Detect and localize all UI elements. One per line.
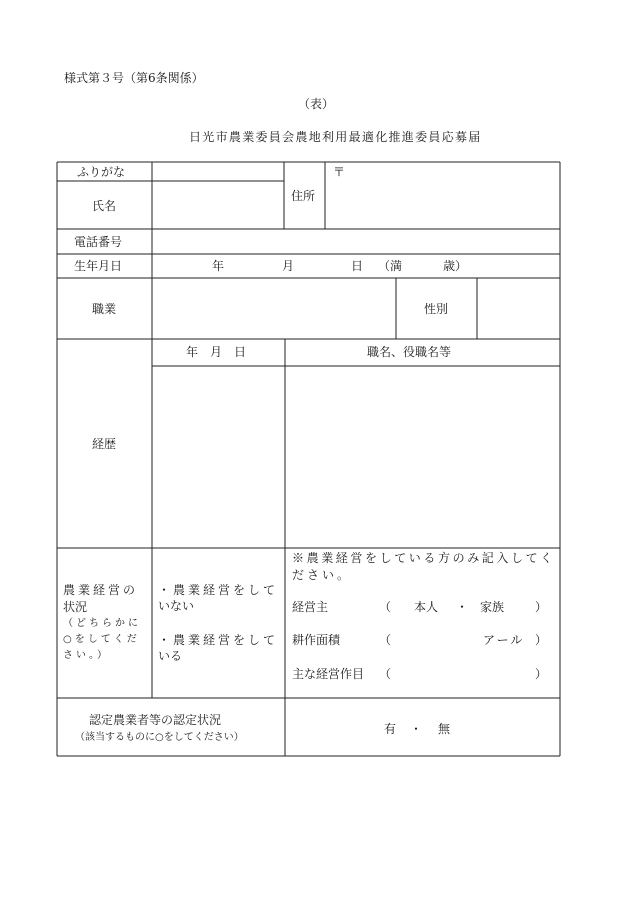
side-label: （表） (298, 97, 335, 111)
occupation-label: 職業 (92, 302, 117, 316)
manager-self-option[interactable]: 本人 (414, 600, 439, 614)
area-field[interactable] (392, 631, 472, 649)
certification-no-option[interactable]: 無 (438, 722, 451, 736)
manager-dot: ・ (456, 600, 469, 614)
manager-family-option[interactable]: 家族 (480, 600, 505, 614)
farming-note-a: ※農業経営をしている方のみ記入してく (292, 551, 555, 565)
address-label: 住所 (291, 189, 316, 203)
crop-close: ） (535, 667, 548, 681)
crop-open: （ (379, 667, 392, 681)
farming-option2-line1: ・農業経営をして (158, 633, 279, 647)
occupation-field[interactable] (153, 279, 395, 338)
farming-note-line1: （どちらかに (63, 618, 141, 629)
career-position-header: 職名、役職名等 (367, 345, 452, 359)
furigana-field[interactable] (153, 163, 283, 180)
area-label: 耕作面積 (292, 633, 341, 647)
farming-option2-line2: いる (158, 649, 183, 663)
career-date-header: 年 月 日 (186, 345, 247, 359)
certification-yes-option[interactable]: 有 (384, 722, 397, 736)
birth-day: 日 (351, 259, 364, 273)
name-label: 氏名 (92, 199, 117, 213)
certification-dot: ・ (410, 722, 423, 736)
career-label: 経歴 (92, 437, 117, 451)
certification-note: （該当するものに○をしてください） (75, 732, 244, 743)
farming-option1-line2: いない (158, 599, 195, 613)
farming-label-line2: 状況 (63, 600, 88, 614)
name-field[interactable] (153, 182, 283, 228)
form-number: 様式第３号（第6条関係） (64, 71, 204, 85)
area-open: （ (379, 633, 392, 647)
birth-month: 月 (282, 259, 295, 273)
manager-close: ） (535, 600, 548, 614)
age-open: （満 (378, 259, 403, 273)
farming-option1-line1: ・農業経営をして (158, 583, 279, 597)
farming-option-farming[interactable] (153, 630, 284, 666)
certification-label: 認定農業者等の認定状況 (89, 713, 222, 727)
manager-open: （ (379, 600, 392, 614)
phone-label: 電話番号 (74, 235, 123, 249)
page-title: 日光市農業委員会農地利用最適化推進委員応募届 (189, 130, 482, 144)
farming-note-b: ださい。 (292, 568, 353, 582)
crop-label: 主な経営作目 (292, 667, 365, 681)
gender-label: 性別 (424, 302, 449, 316)
career-date-field[interactable] (153, 367, 284, 547)
phone-field[interactable] (153, 230, 559, 253)
area-unit: アール (483, 633, 525, 647)
crop-field[interactable] (392, 665, 532, 683)
farming-note-line3: さい。） (63, 650, 110, 661)
gender-field[interactable] (478, 279, 559, 338)
address-field[interactable] (326, 163, 559, 228)
farming-option-not-farming[interactable] (153, 580, 284, 616)
birth-year: 年 (212, 259, 225, 273)
farming-note-line2: ○をしてくだ (63, 634, 140, 645)
farming-label-line1: 農業経営の (63, 583, 139, 597)
age-close: 歳） (443, 259, 468, 273)
career-position-field[interactable] (286, 367, 559, 547)
birth-label: 生年月日 (74, 259, 123, 273)
furigana-label: ふりがな (77, 165, 126, 179)
manager-label: 経営主 (292, 600, 329, 614)
area-close: ） (535, 633, 548, 647)
postal-mark: 〒 (333, 165, 346, 179)
